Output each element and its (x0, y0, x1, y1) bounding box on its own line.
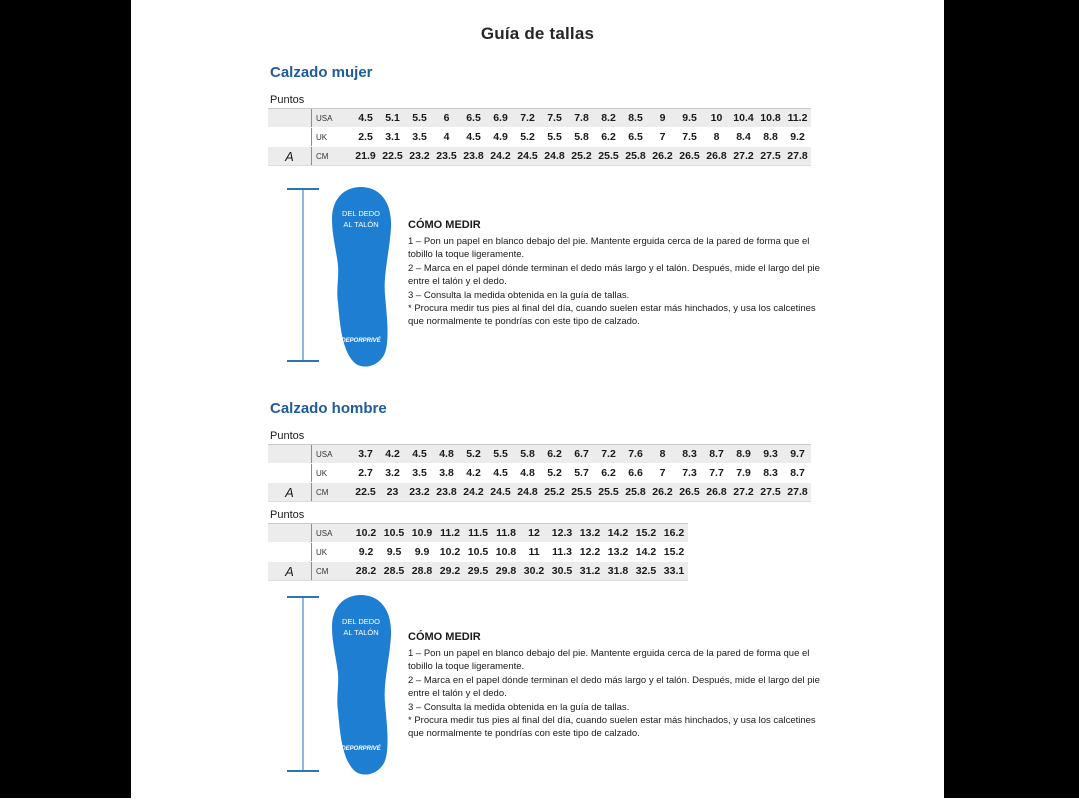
row-label: UK (316, 468, 328, 478)
size-value-cell: 11.5 (468, 527, 488, 539)
size-value-cell: 3.5 (412, 131, 427, 143)
size-value-cell: 27.8 (787, 150, 808, 162)
table-row-cm (268, 147, 811, 165)
size-value-cell: 28.8 (411, 565, 433, 577)
measure-step-1: 1 – Pon un papel en blanco debajo del pie. Mantente erguida cerca de la pared de forma que el tobillo la toque ligeramente. (408, 648, 810, 673)
corner-cell (268, 464, 312, 482)
size-table-women (268, 108, 811, 166)
size-value-cell: 24.5 (490, 486, 511, 498)
row-label: UK (316, 132, 328, 142)
size-value-cell: 6.9 (493, 112, 508, 124)
table-row-uk (268, 464, 811, 483)
measure-line-men (302, 598, 304, 770)
measure-note: * Procura medir tus pies al final del día, cuando suelen estar más hinchados, y usa los calcetines que normalmente te pondrías con este tipo de calzado. (408, 303, 816, 328)
size-value-cell: 4.8 (439, 448, 454, 460)
size-value-cell: 3.1 (385, 131, 400, 143)
size-value-cell: 8 (713, 131, 720, 143)
size-value-cell: 23.8 (436, 486, 457, 498)
points-label-men-1: Puntos (270, 430, 305, 442)
how-to-measure-men (408, 631, 828, 741)
size-value-cell: 8.7 (709, 448, 724, 460)
size-value-cell: 25.8 (625, 150, 646, 162)
how-to-measure-women (408, 219, 828, 329)
insole-illustration-men (327, 593, 395, 778)
size-value-cell: 9.5 (682, 112, 697, 124)
size-value-cell: 2.7 (358, 467, 373, 479)
size-value-cell: 8.2 (601, 112, 616, 124)
size-value-cell: 7.3 (682, 467, 697, 479)
measure-step-2: 2 – Marca en el papel dónde terminan el dedo más largo y el talón. Después, mide el largo del pie entre el talón y el dedo. (408, 262, 820, 288)
points-label-men-2: Puntos (270, 509, 305, 521)
size-value-cell: 10.8 (495, 546, 517, 558)
size-table-men-large (268, 523, 688, 581)
size-value-cell: 23 (386, 486, 399, 498)
row-label: CM (316, 487, 329, 497)
size-value-cell: 25.5 (571, 486, 592, 498)
size-value-cell: 31.8 (607, 565, 629, 577)
corner-label-a: A (268, 483, 312, 501)
page-title: Guía de tallas (480, 24, 595, 43)
size-value-cell: 13.2 (607, 546, 629, 558)
size-value-cell: 7.9 (736, 467, 751, 479)
size-value-cell: 9.2 (790, 131, 805, 143)
size-value-cell: 26.8 (706, 150, 727, 162)
table-row-uk (268, 543, 688, 562)
size-value-cell: 6.6 (628, 467, 643, 479)
size-value-cell: 10.5 (383, 527, 405, 539)
size-value-cell: 4.2 (466, 467, 481, 479)
size-value-cell: 28.2 (355, 565, 377, 577)
size-value-cell: 3.8 (439, 467, 454, 479)
size-value-cell: 10.2 (439, 546, 461, 558)
size-value-cell: 9.5 (386, 546, 402, 558)
size-value-cell: 7.2 (601, 448, 616, 460)
size-value-cell: 10.5 (467, 546, 489, 558)
size-value-cell: 26.5 (679, 486, 700, 498)
size-value-cell: 12.3 (551, 527, 573, 539)
size-value-cell: 6 (443, 112, 450, 124)
size-value-cell: 26.2 (652, 486, 673, 498)
size-value-cell: 4.5 (358, 112, 373, 124)
row-label: USA (316, 113, 333, 123)
size-value-cell: 8.8 (763, 131, 778, 143)
size-value-cell: 10.4 (733, 112, 754, 124)
size-value-cell: 5.7 (574, 467, 589, 479)
size-value-cell: 32.5 (635, 565, 657, 577)
size-value-cell: 28.5 (383, 565, 405, 577)
size-value-cell: 27.8 (787, 486, 808, 498)
size-value-cell: 30.2 (523, 565, 545, 577)
size-value-cell: 8.3 (682, 448, 697, 460)
measure-step-3: 3 – Consulta la medida obtenida en la guía de tallas. (408, 289, 630, 301)
size-value-cell: 6.5 (628, 131, 643, 143)
size-value-cell: 7.5 (682, 131, 697, 143)
size-value-cell: 9.9 (414, 546, 430, 558)
foot-label-line2: AL TALÓN (343, 628, 379, 637)
letterbox-right (944, 0, 1079, 798)
size-value-cell: 11.2 (787, 112, 808, 124)
size-value-cell: 4 (443, 131, 450, 143)
size-value-cell: 4.9 (493, 131, 508, 143)
size-value-cell: 7.7 (709, 467, 724, 479)
row-label: CM (316, 566, 329, 576)
size-value-cell: 13.2 (579, 527, 601, 539)
size-value-cell: 12.2 (579, 546, 601, 558)
size-value-cell: 26.8 (706, 486, 727, 498)
size-value-cell: 4.5 (412, 448, 427, 460)
size-value-cell: 5.8 (574, 131, 589, 143)
table-row-usa (268, 109, 811, 128)
size-value-cell: 31.2 (579, 565, 601, 577)
size-value-cell: 8.4 (736, 131, 751, 143)
measure-cap-bottom-women (287, 360, 319, 362)
brand-logo: DEPORPRIVÉ (341, 746, 381, 752)
size-value-cell: 25.5 (598, 150, 619, 162)
size-value-cell: 4.2 (385, 448, 400, 460)
section-heading-women: Calzado mujer (270, 64, 373, 81)
size-value-cell: 9 (659, 112, 666, 124)
size-value-cell: 7 (659, 131, 666, 143)
row-label: USA (316, 449, 333, 459)
size-value-cell: 8.5 (628, 112, 643, 124)
measure-step-2: 2 – Marca en el papel dónde terminan el dedo más largo y el talón. Después, mide el largo del pie entre el talón y el dedo. (408, 674, 820, 700)
size-value-cell: 29.5 (467, 565, 489, 577)
size-value-cell: 3.7 (358, 448, 373, 460)
size-value-cell: 29.8 (495, 565, 517, 577)
size-value-cell: 4.8 (520, 467, 535, 479)
size-value-cell: 10.9 (411, 527, 433, 539)
size-value-cell: 5.5 (412, 112, 427, 124)
row-label: UK (316, 547, 328, 557)
size-value-cell: 7 (659, 467, 666, 479)
size-value-cell: 11.3 (552, 546, 572, 558)
size-value-cell: 5.2 (547, 467, 562, 479)
size-value-cell: 7.2 (520, 112, 535, 124)
foot-label-line2: AL TALÓN (343, 220, 379, 229)
size-value-cell: 5.2 (466, 448, 481, 460)
size-value-cell: 23.8 (463, 150, 484, 162)
size-value-cell: 22.5 (382, 150, 403, 162)
size-value-cell: 25.2 (544, 486, 565, 498)
size-value-cell: 6.7 (574, 448, 589, 460)
size-value-cell: 30.5 (551, 565, 573, 577)
table-row-cm (268, 483, 811, 501)
size-table-men-small (268, 444, 811, 502)
table-row-usa (268, 445, 811, 464)
corner-cell (268, 128, 312, 146)
size-value-cell: 3.2 (385, 467, 400, 479)
size-value-cell: 11.8 (496, 527, 516, 539)
measure-step-3: 3 – Consulta la medida obtenida en la guía de tallas. (408, 701, 630, 713)
measure-cap-bottom-men (287, 770, 319, 772)
size-value-cell: 2.5 (358, 131, 373, 143)
corner-cell (268, 543, 312, 561)
size-value-cell: 6.5 (466, 112, 481, 124)
measure-note: * Procura medir tus pies al final del día, cuando suelen estar más hinchados, y usa los calcetines que normalmente te pondrías con este tipo de calzado. (408, 715, 816, 740)
foot-label-line1: DEL DEDO (341, 617, 381, 626)
brand-logo: DEPORPRIVÉ (341, 338, 381, 344)
size-value-cell: 6.2 (601, 131, 616, 143)
foot-label-line1: DEL DEDO (341, 209, 381, 218)
size-value-cell: 8.9 (736, 448, 751, 460)
size-value-cell: 7.6 (628, 448, 643, 460)
size-value-cell: 14.2 (635, 546, 657, 558)
size-value-cell: 27.5 (760, 486, 781, 498)
corner-label-a: A (268, 562, 312, 580)
size-value-cell: 8.7 (790, 467, 805, 479)
row-label: CM (316, 151, 329, 161)
size-value-cell: 5.5 (547, 131, 562, 143)
size-value-cell: 4.5 (466, 131, 481, 143)
size-value-cell: 9.2 (358, 546, 374, 558)
size-value-cell: 24.8 (517, 486, 538, 498)
how-to-title: CÓMO MEDIR (408, 631, 481, 643)
size-value-cell: 5.2 (520, 131, 535, 143)
size-value-cell: 15.2 (663, 546, 685, 558)
size-value-cell: 25.2 (571, 150, 592, 162)
insole-illustration-women (327, 185, 395, 370)
size-value-cell: 5.8 (520, 448, 535, 460)
size-value-cell: 8.3 (763, 467, 778, 479)
measure-line-women (302, 190, 304, 361)
size-value-cell: 29.2 (439, 565, 461, 577)
size-value-cell: 14.2 (607, 527, 629, 539)
size-value-cell: 27.5 (760, 150, 781, 162)
size-value-cell: 21.9 (355, 150, 376, 162)
size-value-cell: 27.2 (733, 486, 754, 498)
size-value-cell: 16.2 (663, 527, 685, 539)
size-value-cell: 23.2 (409, 150, 430, 162)
size-value-cell: 5.5 (493, 448, 508, 460)
table-row-uk (268, 128, 811, 147)
size-value-cell: 9.7 (790, 448, 805, 460)
letterbox-left (0, 0, 131, 798)
size-value-cell: 6.2 (601, 467, 616, 479)
size-value-cell: 8 (659, 448, 666, 460)
size-value-cell: 26.5 (679, 150, 700, 162)
how-to-title: CÓMO MEDIR (408, 219, 481, 231)
corner-cell (268, 445, 312, 463)
size-value-cell: 9.3 (763, 448, 778, 460)
size-value-cell: 12 (528, 527, 540, 539)
size-value-cell: 24.2 (490, 150, 511, 162)
size-value-cell: 10.2 (355, 527, 377, 539)
row-label: USA (316, 528, 333, 538)
size-value-cell: 3.5 (412, 467, 427, 479)
size-value-cell: 24.2 (463, 486, 484, 498)
size-value-cell: 4.5 (493, 467, 508, 479)
points-label-women: Puntos (270, 94, 305, 106)
size-value-cell: 6.2 (547, 448, 562, 460)
size-value-cell: 27.2 (733, 150, 754, 162)
size-value-cell: 15.2 (635, 527, 657, 539)
size-value-cell: 24.8 (544, 150, 565, 162)
size-value-cell: 23.5 (436, 150, 457, 162)
size-value-cell: 7.8 (574, 112, 589, 124)
size-value-cell: 22.5 (355, 486, 376, 498)
size-value-cell: 25.8 (625, 486, 646, 498)
size-value-cell: 25.5 (598, 486, 619, 498)
corner-cell (268, 109, 312, 127)
size-value-cell: 24.5 (517, 150, 538, 162)
section-heading-men: Calzado hombre (270, 400, 387, 417)
size-value-cell: 26.2 (652, 150, 673, 162)
corner-label-a: A (268, 147, 312, 165)
size-value-cell: 5.1 (385, 112, 400, 124)
size-value-cell: 11 (528, 546, 540, 558)
size-value-cell: 23.2 (409, 486, 430, 498)
size-value-cell: 11.2 (440, 527, 460, 539)
measure-step-1: 1 – Pon un papel en blanco debajo del pie. Mantente erguida cerca de la pared de forma que el tobillo la toque ligeramente. (408, 236, 810, 261)
table-row-usa (268, 524, 688, 543)
size-value-cell: 7.5 (547, 112, 562, 124)
corner-cell (268, 524, 312, 542)
table-row-cm (268, 562, 688, 580)
size-value-cell: 10 (710, 112, 723, 124)
size-value-cell: 10.8 (760, 112, 781, 124)
size-value-cell: 33.1 (663, 565, 685, 577)
